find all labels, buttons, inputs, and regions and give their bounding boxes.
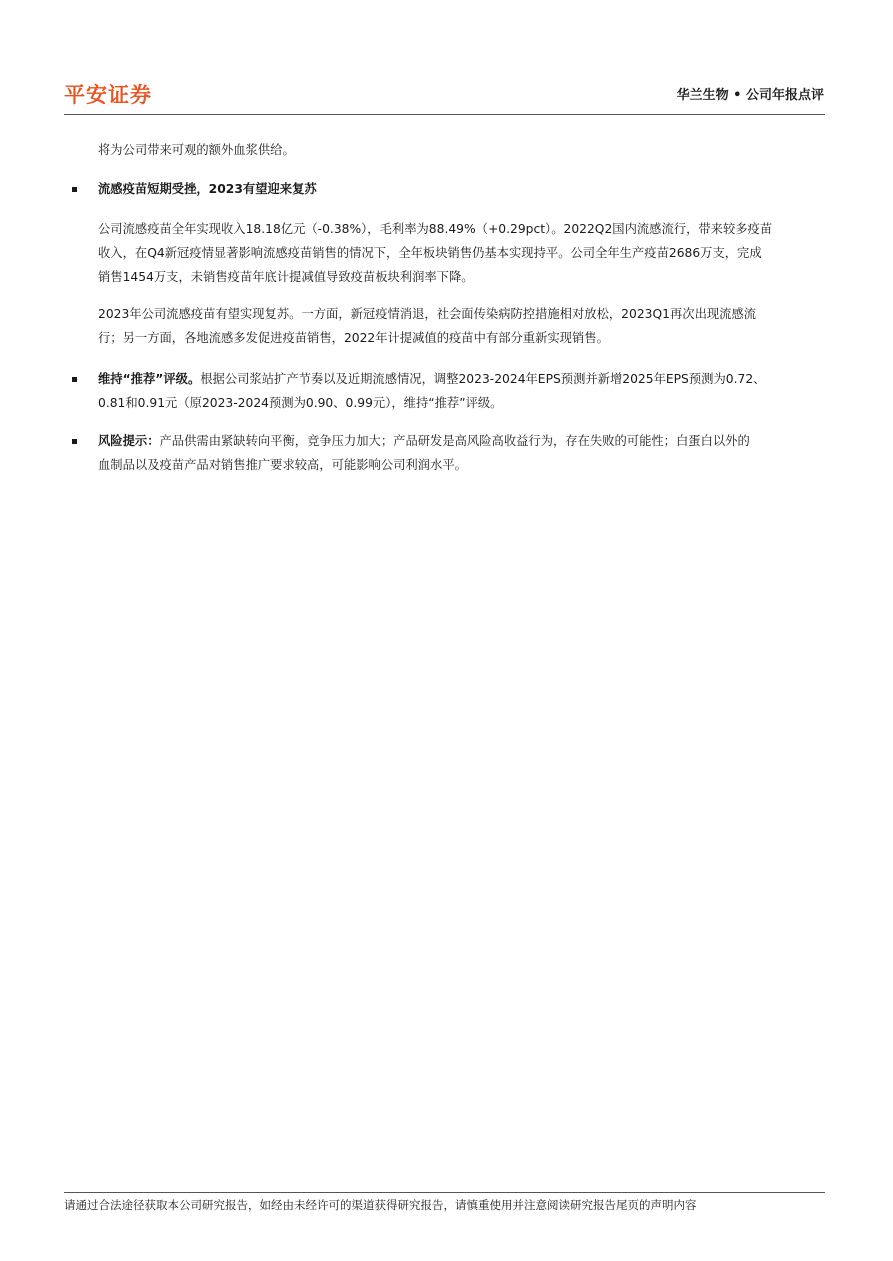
header-divider — [64, 114, 825, 115]
company-logo: 平安证券 — [64, 83, 152, 107]
footer-divider — [64, 1192, 825, 1193]
rating-text: 根据公司浆站扩产节奏以及近期流感情况，调整2023-2024年EPS预测并新增2025年EPS预测为0.72、 0.81和0.91元（原2023-2024预测为0.90、0.99元），维持“推荐”评级。 — [98, 372, 766, 410]
report-title: 华兰生物 • 公司年报点评 — [676, 88, 824, 103]
bullet-marker — [72, 439, 77, 444]
bullet-heading-flu-vaccine: 流感疫苗短期受挫，2023有望迎来复苏 — [98, 182, 317, 196]
rating-paragraph — [98, 367, 825, 415]
risk-text: 产品供需由紧缺转向平衡，竞争压力加大；产品研发是高风险高收益行为，存在失败的可能性；白蛋白以外的 血制品以及疫苗产品对销售推广要求较高，可能影响公司利润水平。 — [98, 434, 750, 472]
risk-heading: 风险提示： — [98, 434, 160, 448]
footer-disclaimer: 请通过合法途径获取本公司研究报告，如经由未经许可的渠道获得研究报告，请慎重使用并注意阅读研究报告尾页的声明内容 — [64, 1198, 697, 1212]
bullet-marker — [72, 377, 77, 382]
risk-paragraph — [98, 429, 825, 477]
recovery-paragraph: 2023年公司流感疫苗有望实现复苏。一方面，新冠疫情消退，社会面传染病防控措施相对放松，2023Q1再次出现流感流 行；另一方面，各地流感多发促进疫苗销售，2022年计提减值的疫苗中有部分重新实现销售。 — [98, 307, 757, 345]
bullet-marker — [72, 187, 77, 192]
continuation-paragraph: 将为公司带来可观的额外血浆供给。 — [98, 143, 295, 157]
rating-heading: 维持“推荐”评级。 — [98, 372, 201, 386]
flu-vaccine-paragraph: 公司流感疫苗全年实现收入18.18亿元（-0.38%），毛利率为88.49%（+0.29pct）。2022Q2国内流感流行，带来较多疫苗 收入，在Q4新冠疫情显著影响流感疫苗销售的情况下，全年板块销售仍基本实现持平。公司全年生产疫苗2686万支，完成 销售1454万支，未销售疫苗年底计提减值导致疫苗板块利润率下降。 — [98, 222, 773, 284]
